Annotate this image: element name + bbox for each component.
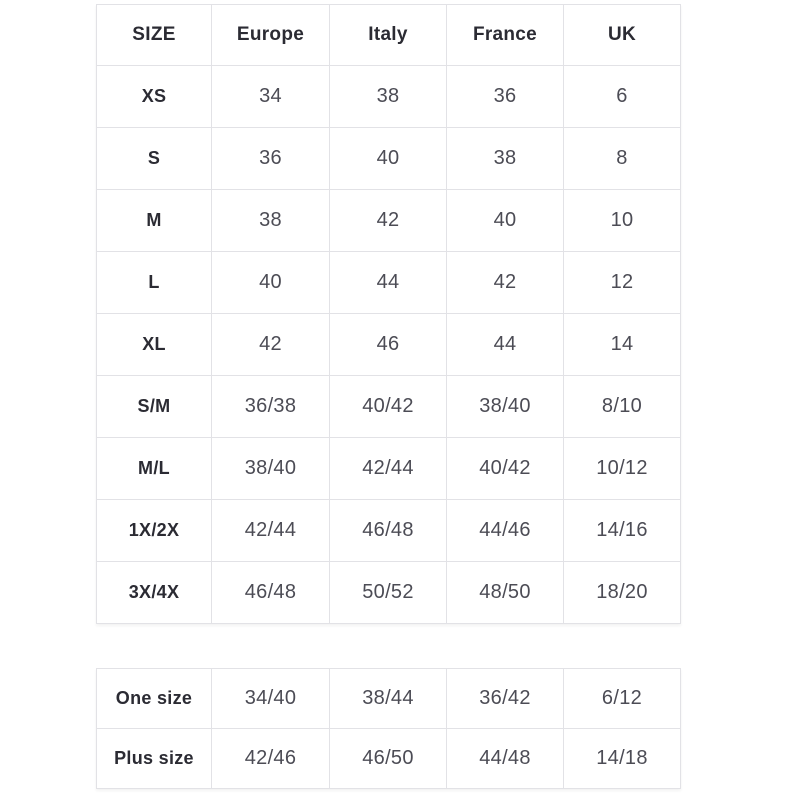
table-row [97,190,681,252]
size-value-cell: 6 [564,66,681,128]
size-value-cell: 46/50 [330,729,447,789]
row-label: Plus size [97,729,212,789]
row-label: 1X/2X [97,500,212,562]
row-label: L [97,252,212,314]
row-label: M/L [97,438,212,500]
size-value-cell: 42 [447,252,564,314]
size-value-cell: 8/10 [564,376,681,438]
size-value-cell: 46/48 [330,500,447,562]
row-label: S [97,128,212,190]
size-value-cell: 36/38 [212,376,330,438]
size-table-body [97,66,681,624]
table-row [97,669,681,729]
table-row [97,314,681,376]
row-label: 3X/4X [97,562,212,624]
table-row [97,376,681,438]
table-row [97,438,681,500]
size-value-cell: 36 [212,128,330,190]
column-header-uk: UK [564,5,681,66]
size-value-cell: 42/46 [212,729,330,789]
size-value-cell: 48/50 [447,562,564,624]
special-sizes-table [96,668,681,789]
row-label: S/M [97,376,212,438]
table-row [97,66,681,128]
size-value-cell: 40 [212,252,330,314]
size-value-cell: 44 [447,314,564,376]
size-value-cell: 38 [330,66,447,128]
special-sizes-table-body [97,669,681,789]
size-value-cell: 46 [330,314,447,376]
row-label: One size [97,669,212,729]
row-label: XL [97,314,212,376]
column-header-size: SIZE [97,5,212,66]
column-header-france: France [447,5,564,66]
table-row [97,729,681,789]
size-value-cell: 50/52 [330,562,447,624]
size-value-cell: 40/42 [330,376,447,438]
size-value-cell: 40 [330,128,447,190]
size-value-cell: 42/44 [212,500,330,562]
size-value-cell: 18/20 [564,562,681,624]
size-value-cell: 38/40 [212,438,330,500]
size-value-cell: 34 [212,66,330,128]
size-value-cell: 44 [330,252,447,314]
size-value-cell: 46/48 [212,562,330,624]
size-value-cell: 14 [564,314,681,376]
size-value-cell: 34/40 [212,669,330,729]
size-value-cell: 36 [447,66,564,128]
row-label: M [97,190,212,252]
size-value-cell: 44/48 [447,729,564,789]
size-value-cell: 14/16 [564,500,681,562]
size-value-cell: 38 [447,128,564,190]
size-value-cell: 38 [212,190,330,252]
header-row [97,5,681,66]
size-value-cell: 42/44 [330,438,447,500]
column-header-europe: Europe [212,5,330,66]
size-value-cell: 14/18 [564,729,681,789]
size-value-cell: 6/12 [564,669,681,729]
size-value-cell: 40 [447,190,564,252]
size-value-cell: 8 [564,128,681,190]
size-value-cell: 10 [564,190,681,252]
size-value-cell: 42 [330,190,447,252]
size-value-cell: 36/42 [447,669,564,729]
size-value-cell: 38/40 [447,376,564,438]
size-value-cell: 44/46 [447,500,564,562]
table-row [97,562,681,624]
column-header-italy: Italy [330,5,447,66]
size-value-cell: 42 [212,314,330,376]
size-conversion-table [96,4,681,624]
size-value-cell: 12 [564,252,681,314]
size-value-cell: 40/42 [447,438,564,500]
size-value-cell: 38/44 [330,669,447,729]
table-row [97,500,681,562]
table-row [97,252,681,314]
table-row [97,128,681,190]
row-label: XS [97,66,212,128]
size-value-cell: 10/12 [564,438,681,500]
